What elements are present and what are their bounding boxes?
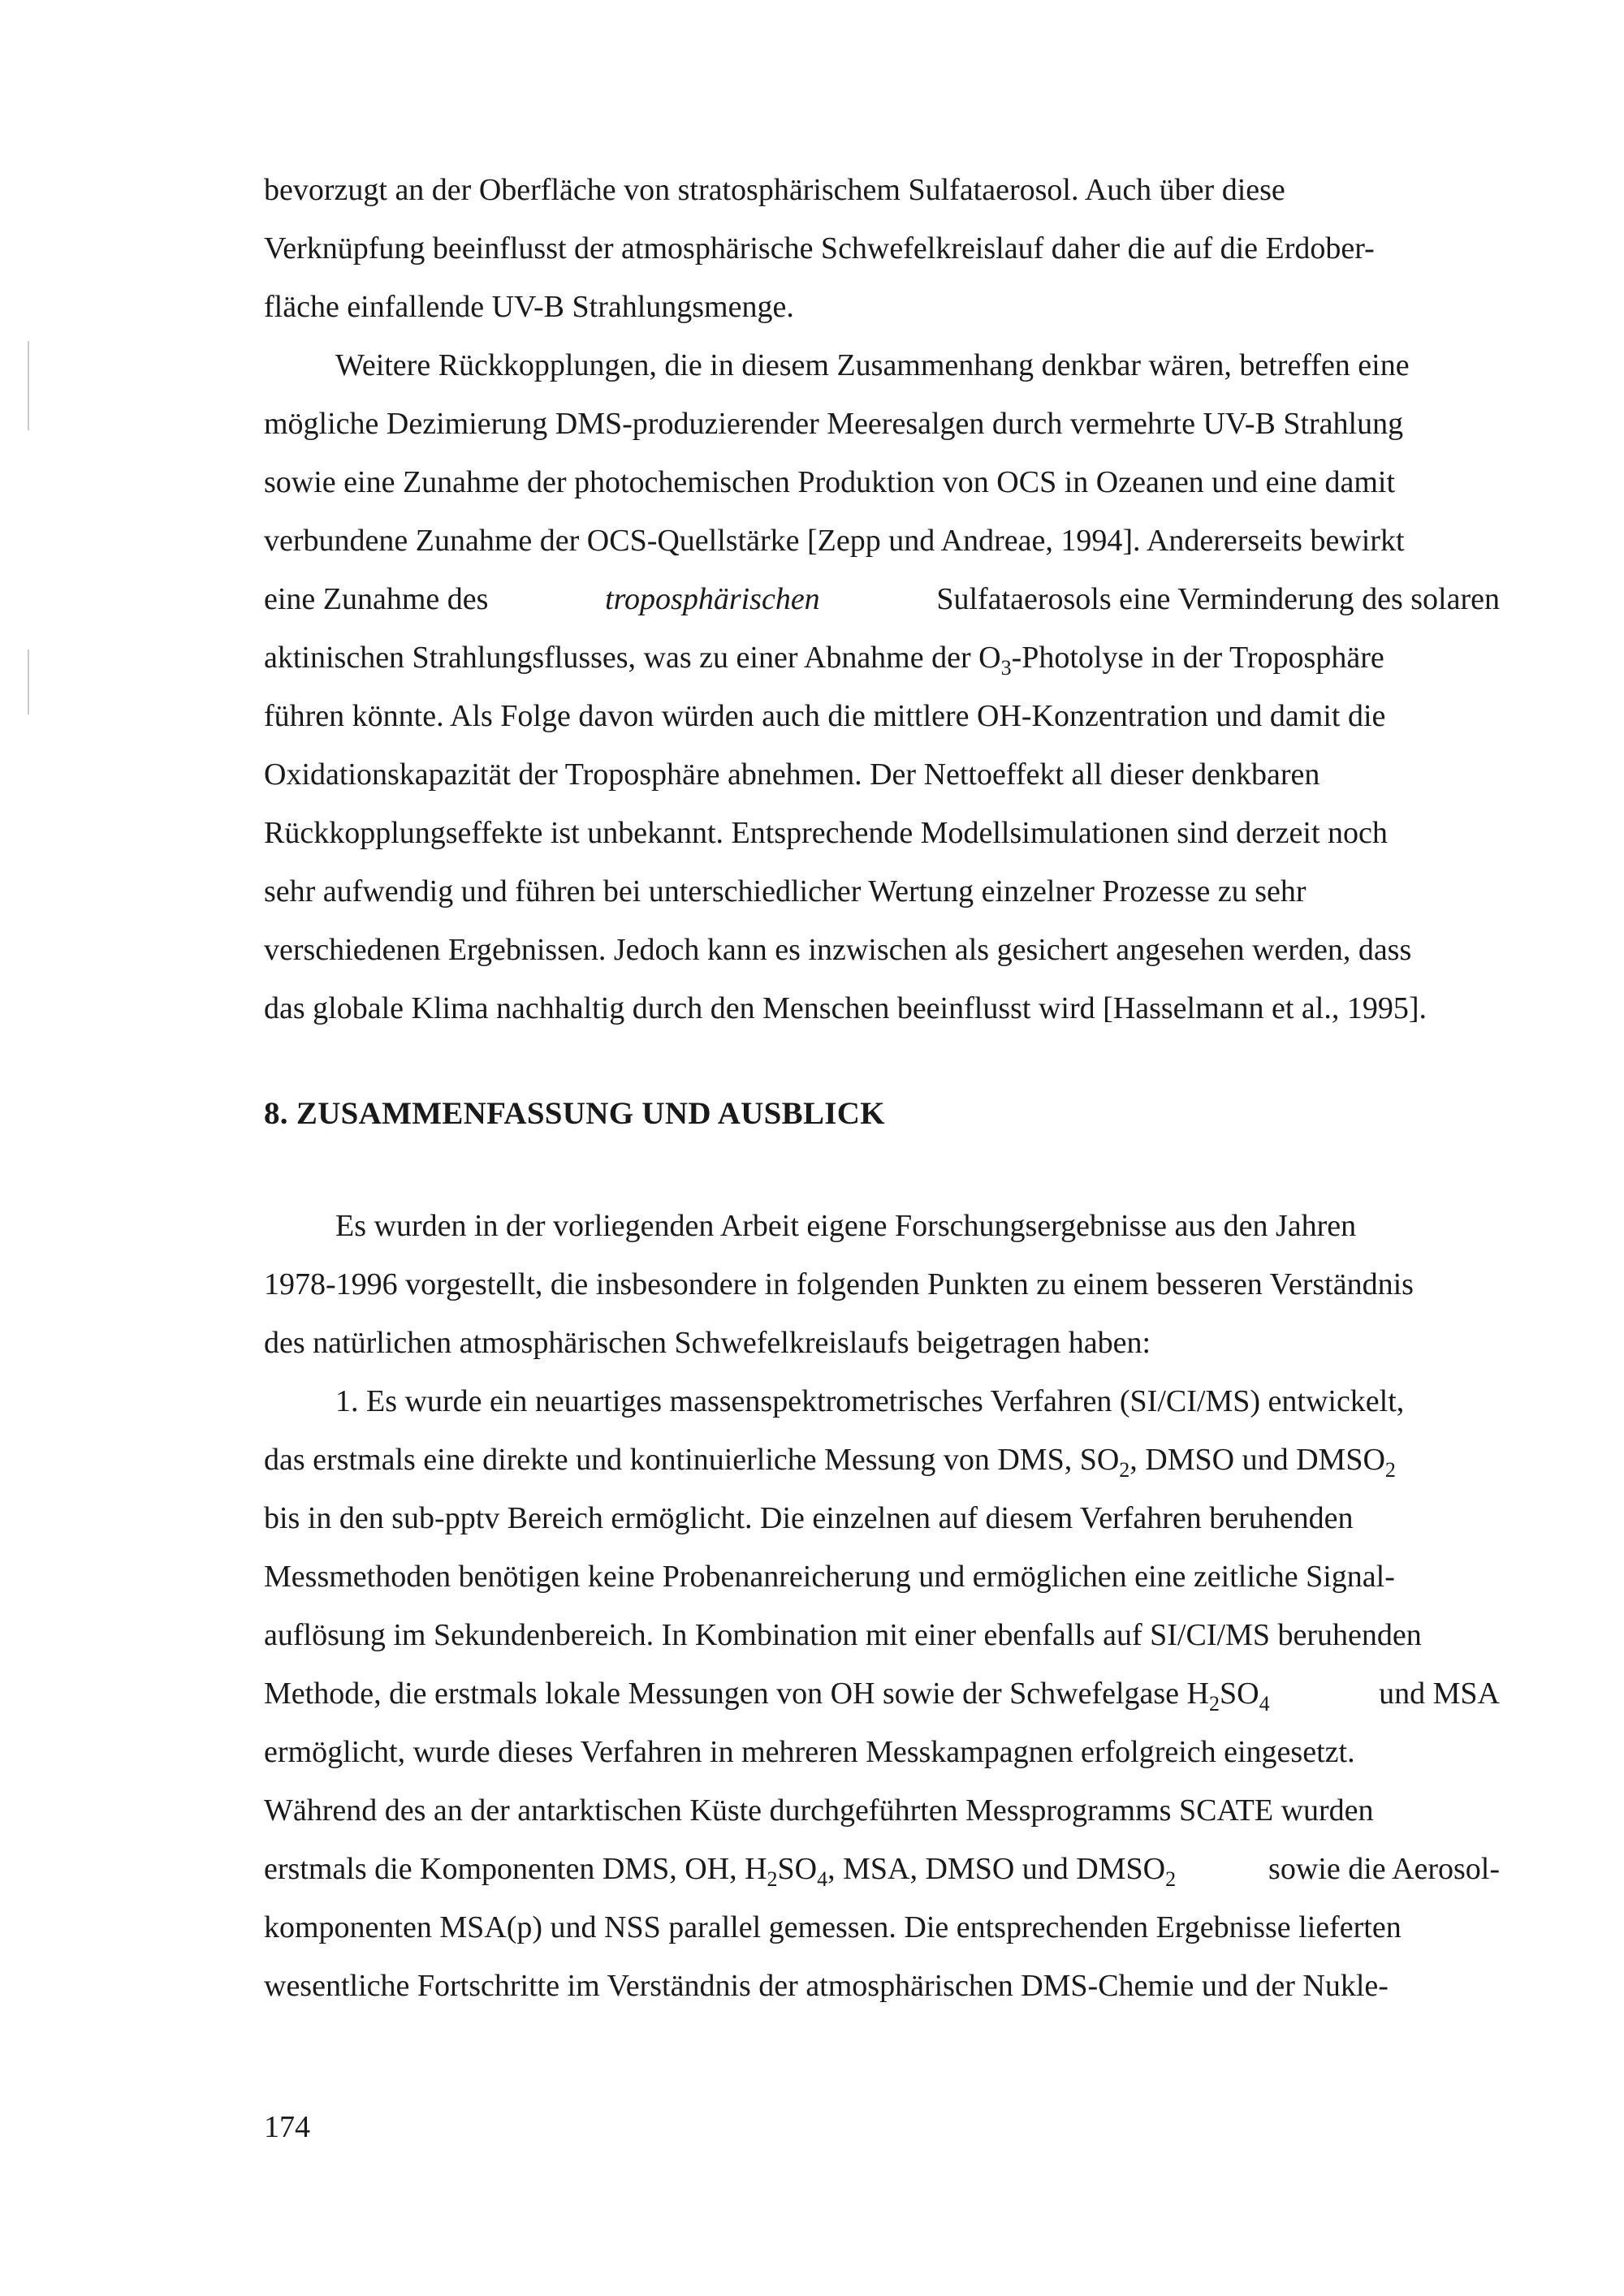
subscript: 2	[1119, 1458, 1130, 1482]
text-line	[264, 1840, 1500, 1898]
text-line: des natürlichen atmosphärischen Schwefelkreislaufs beigetragen haben:	[264, 1326, 1151, 1360]
text-line: fläche einfallende UV-B Strahlungsmenge.	[264, 290, 794, 324]
text-line: führen könnte. Als Folge davon würden auch die mittlere OH-Konzentration und damit die	[264, 699, 1386, 733]
subscript: 2	[1384, 1458, 1396, 1482]
text-line: Es wurden in der vorliegenden Arbeit eigene Forschungsergebnisse aus den Jahren	[335, 1209, 1357, 1243]
document-page	[264, 161, 1500, 2015]
text-line	[264, 570, 1500, 628]
subscript: 4	[817, 1867, 828, 1891]
section-heading: 8. ZUSAMMENFASSUNG UND AUSBLICK	[264, 1096, 885, 1131]
text-line	[264, 628, 1500, 687]
text-run: das erstmals eine direkte und kontinuierliche Messung von DMS, $SO_2$, DMSO und $DMSO_2$	[264, 1443, 1396, 1482]
text-line: Rückkopplungseffekte ist unbekannt. Entsprechende Modellsimulationen sind derzeit noch	[264, 816, 1388, 850]
text-line: komponenten MSA(p) und NSS parallel gemessen. Die entsprechenden Ergebnisse lieferten	[264, 1910, 1402, 1944]
scan-margin-mark	[28, 341, 29, 430]
subscript: 2	[1209, 1692, 1220, 1716]
text-line: wesentliche Fortschritte im Verständnis der atmosphärischen DMS-Chemie und der Nukle-	[264, 1969, 1389, 2003]
scan-margin-mark	[28, 650, 29, 714]
text-run: eine Zunahme des	[264, 582, 489, 616]
text-line: bis in den sub-pptv Bereich ermöglicht. Die einzelnen auf diesem Verfahren beruhenden	[264, 1501, 1354, 1535]
text-line: sowie eine Zunahme der photochemischen Produktion von OCS in Ozeanen und eine damit	[264, 465, 1396, 499]
text-line: 1978-1996 vorgestellt, die insbesondere in folgenden Punkten zu einem besseren Verständnis	[264, 1267, 1414, 1301]
text-line: Verknüpfung beeinflusst der atmosphärische Schwefelkreislauf daher die auf die Erdober-	[264, 231, 1375, 265]
page-number: 174	[264, 2110, 310, 2144]
italic-term: troposphärischen	[605, 582, 820, 616]
text-line: auflösung im Sekundenbereich. In Kombination mit einer ebenfalls auf SI/CI/MS beruhenden	[264, 1618, 1422, 1652]
text-run: erstmals die Komponenten DMS, OH, $H_2SO_4$, MSA, DMSO und $DMSO_2$	[264, 1852, 1177, 1891]
subscript: 2	[1165, 1867, 1177, 1891]
text-line: sehr aufwendig und führen bei unterschiedlicher Wertung einzelner Prozesse zu sehr	[264, 874, 1307, 908]
text-run: Sulfataerosols eine Verminderung des solaren	[936, 582, 1500, 616]
text-run: aktinischen Strahlungsflusses, was zu einer Abnahme der $O_3$-Photolyse in der Troposphäre	[264, 641, 1384, 680]
text-line: mögliche Dezimierung DMS-produzierender Meeresalgen durch vermehrte UV-B Strahlung	[264, 407, 1404, 441]
text-line: Oxidationskapazität der Troposphäre abnehmen. Der Nettoeffekt all dieser denkbaren	[264, 757, 1320, 792]
subscript: 3	[1000, 656, 1012, 680]
text-run: und MSA	[1379, 1677, 1500, 1711]
text-line: verschiedenen Ergebnissen. Jedoch kann es inzwischen als gesichert angesehen werden, dass	[264, 933, 1412, 967]
text-run: Methode, die erstmals lokale Messungen von OH sowie der Schwefelgase $H_2SO_4$	[264, 1677, 1270, 1716]
text-line: ermöglicht, wurde dieses Verfahren in mehreren Messkampagnen erfolgreich eingesetzt.	[264, 1735, 1355, 1769]
subscript: 4	[1259, 1692, 1270, 1716]
text-line: Weitere Rückkopplungen, die in diesem Zusammenhang denkbar wären, betreffen eine	[335, 348, 1410, 382]
subscript: 2	[767, 1867, 778, 1891]
text-line	[264, 1664, 1500, 1723]
text-line	[264, 1431, 1500, 1489]
text-line: Während des an der antarktischen Küste durchgeführten Messprogramms SCATE wurden	[264, 1793, 1374, 1828]
text-line: das globale Klima nachhaltig durch den Menschen beeinflusst wird [Hasselmann et al., 1995].	[264, 991, 1427, 1025]
text-run: sowie die Aerosol-	[1268, 1852, 1500, 1886]
text-line: verbundene Zunahme der OCS-Quellstärke [Zepp und Andreae, 1994]. Andererseits bewirkt	[264, 524, 1405, 558]
text-line: Messmethoden benötigen keine Probenanreicherung und ermöglichen eine zeitliche Signal-	[264, 1560, 1395, 1594]
text-line: bevorzugt an der Oberfläche von stratosphärischem Sulfataerosol. Auch über diese	[264, 173, 1285, 207]
text-line: 1. Es wurde ein neuartiges massenspektrometrisches Verfahren (SI/CI/MS) entwickelt,	[335, 1384, 1405, 1418]
